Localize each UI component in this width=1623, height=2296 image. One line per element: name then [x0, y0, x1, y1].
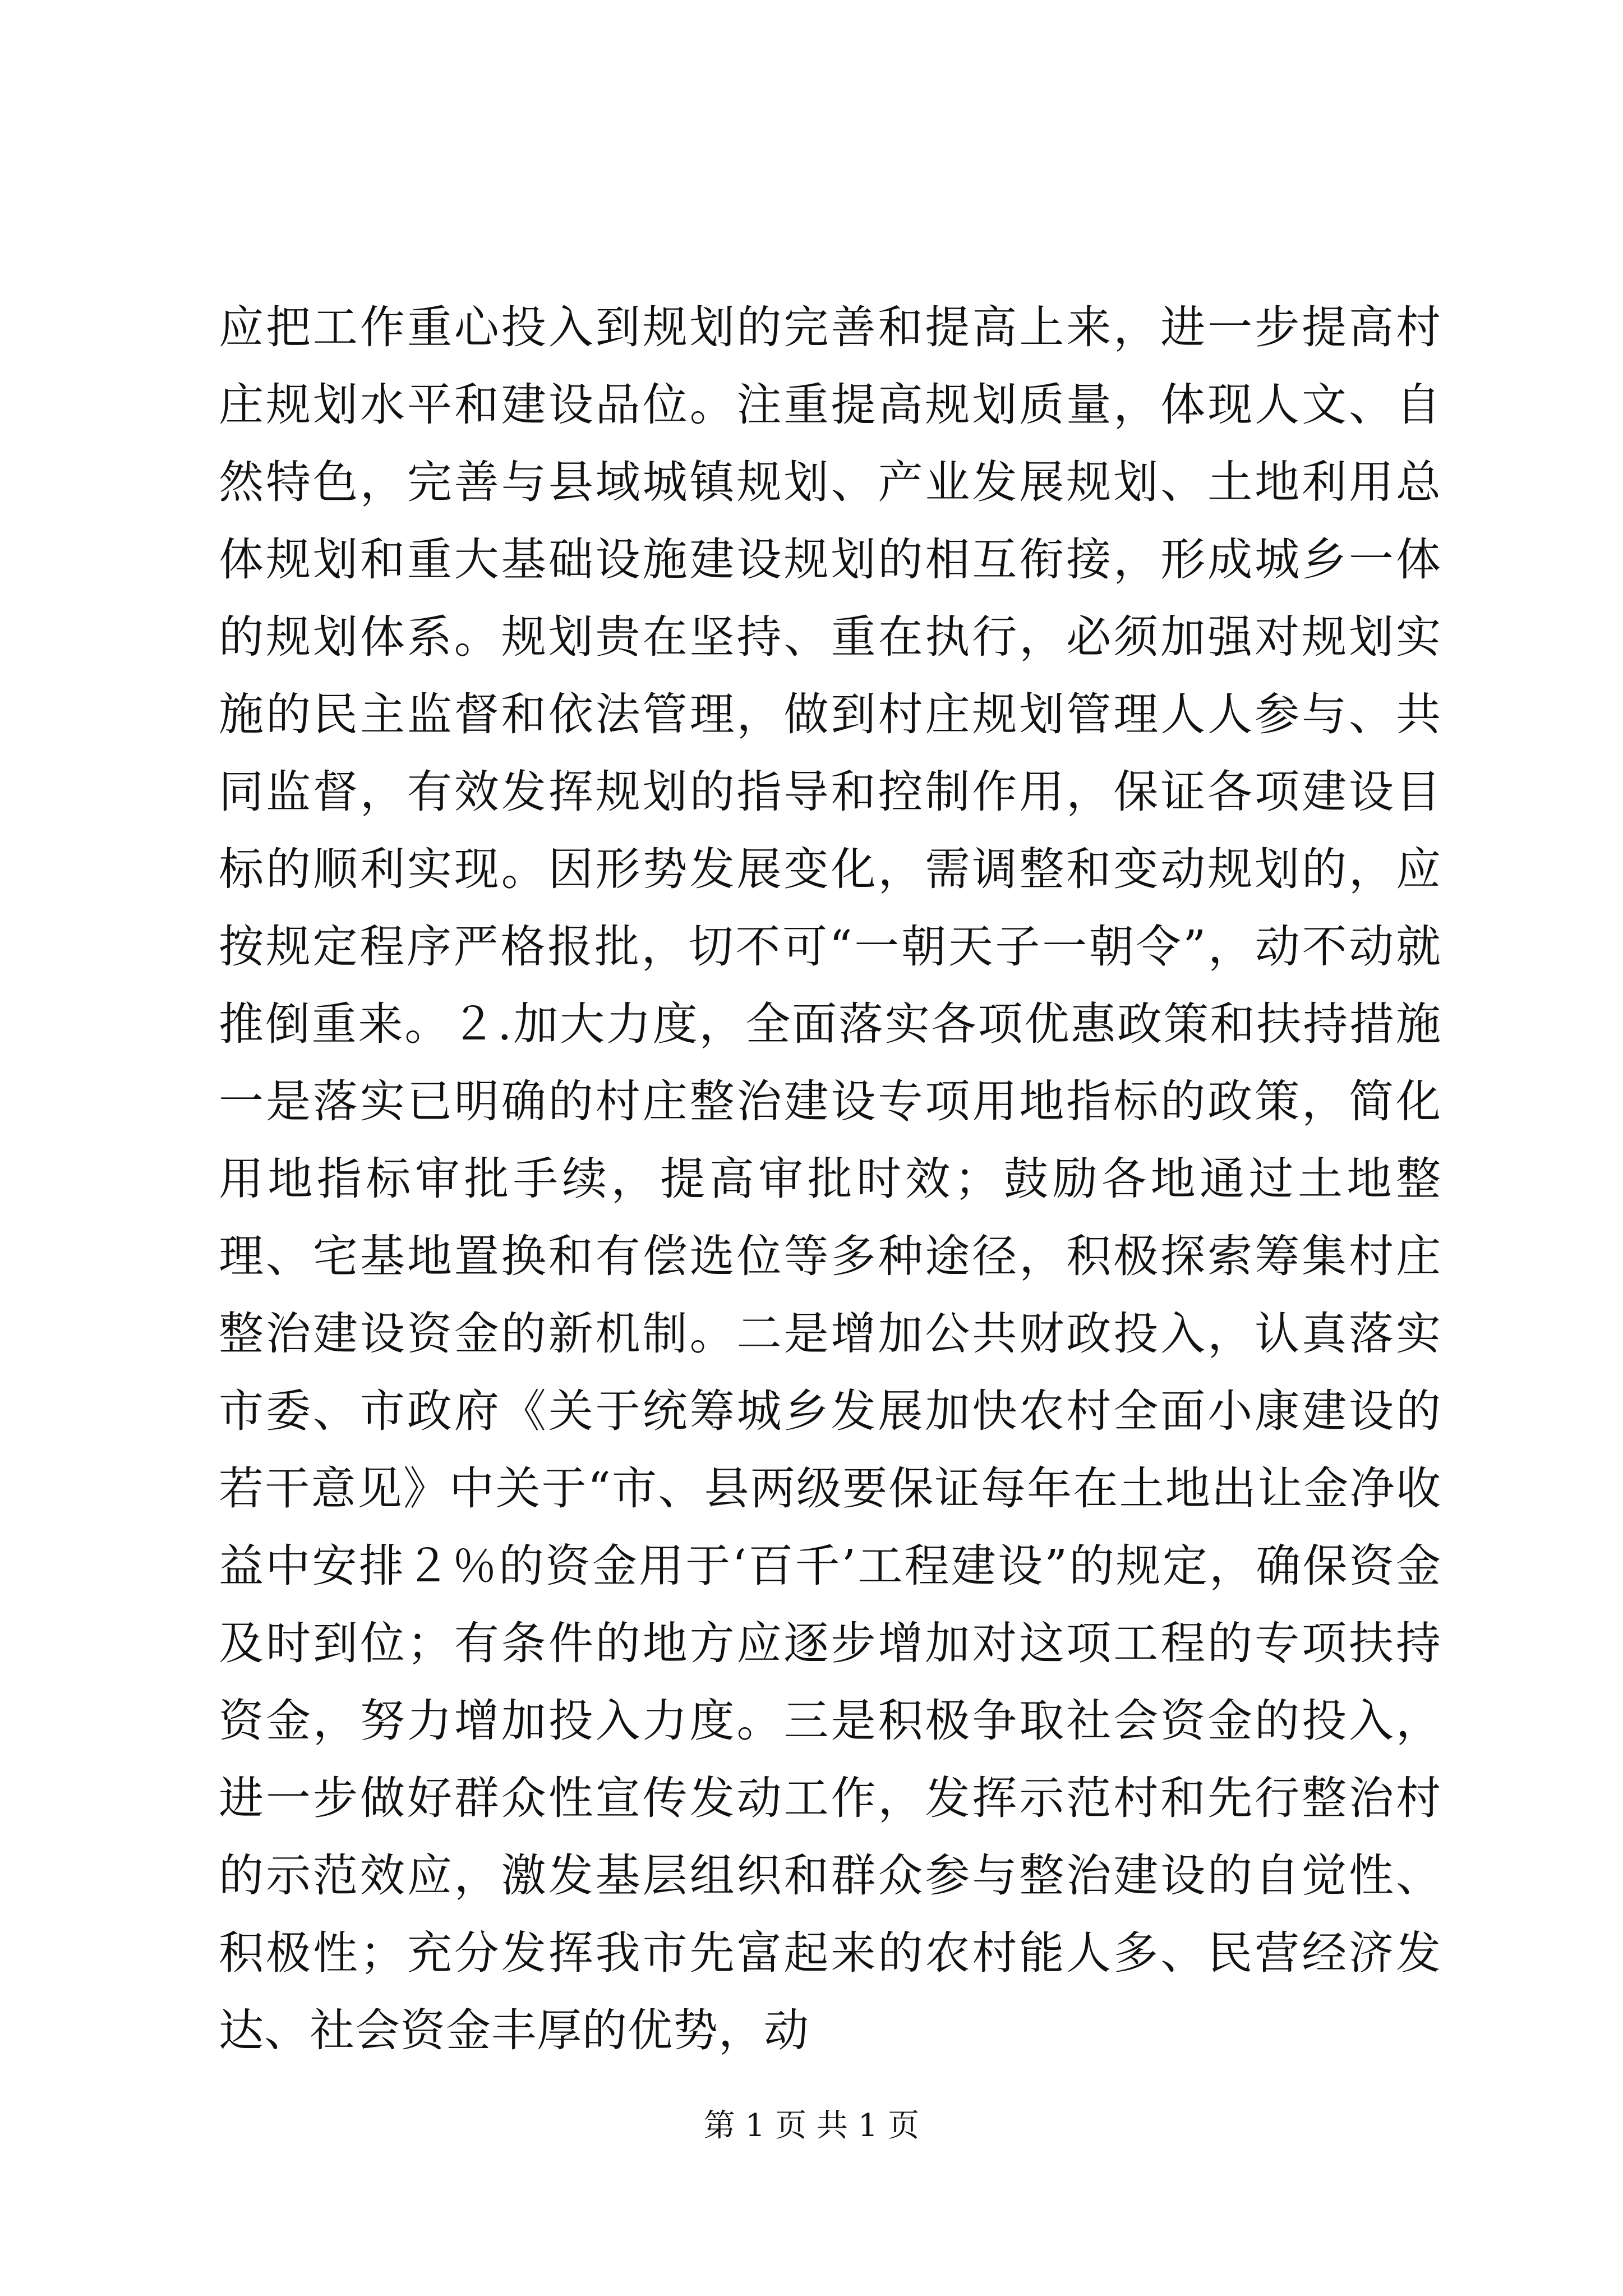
body-paragraph: 应把工作重心投入到规划的完善和提高上来，进一步提高村庄规划水平和建设品位。注重提高规划质量，体现人文、自然特色，完善与县域城镇规划、产业发展规划、土地利用总体规划和重大基础设施建设规划的相互衔接，形成城乡一体的规划体系。规划贵在坚持、重在执行，必须加强对规划实施的民主监督和依法管理，做到村庄规划管理人人参与、共同监督，有效发挥规划的指导和控制作用，保证各项建设目标的顺利实现。因形势发展变化，需调整和变动规划的，应按规定程序严格报批，切不可“一朝天子一朝令”，动不动就推倒重来。２.加大力度，全面落实各项优惠政策和扶持措施一是落实已明确的村庄整治建设专项用地指标的政策，简化用地指标审批手续，提高审批时效；鼓励各地通过土地整理、宅基地置换和有偿选位等多种途径，积极探索筹集村庄整治建设资金的新机制。二是增加公共财政投入，认真落实市委、市政府《关于统筹城乡发展加快农村全面小康建设的若干意见》中关于“市、县两级要保证每年在土地出让金净收益中安排２％的资金用于‘百千’工程建设”的规定，确保资金及时到位；有条件的地方应逐步增加对这项工程的专项扶持资金，努力增加投入力度。三是积极争取社会资金的投入，进一步做好群众性宣传发动工作，发挥示范村和先行整治村的示范效应，激发基层组织和群众参与整治建设的自觉性、积极性；充分发挥我市先富起来的农村能人多、民营经济发达、社会资金丰厚的优势，动 [219, 301, 1441, 2056]
page-footer: 第 1 页 共 1 页 [703, 2108, 920, 2144]
